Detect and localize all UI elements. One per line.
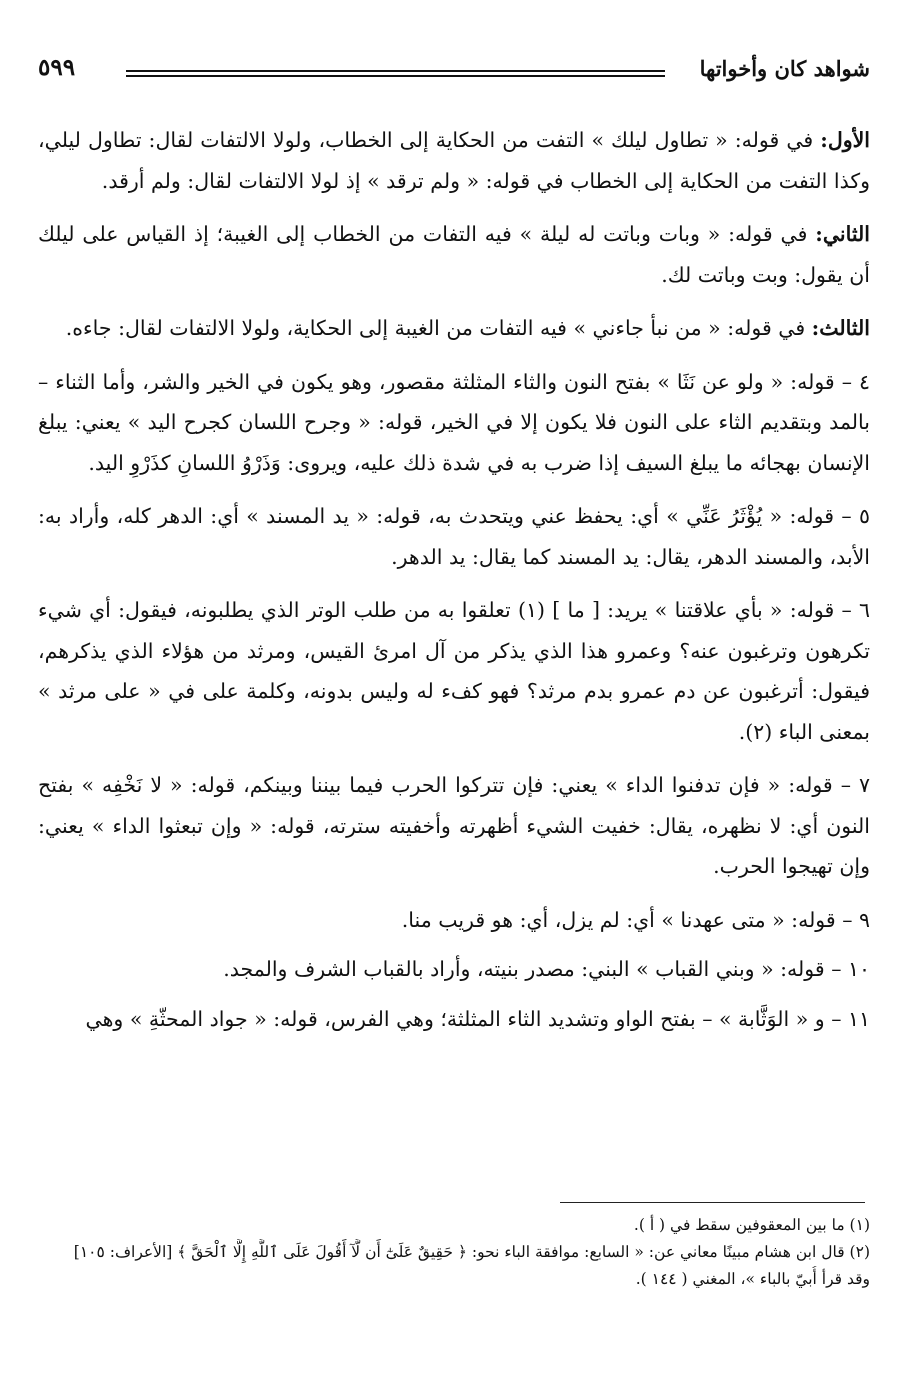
commentary-paragraph-9 [38, 949, 870, 990]
commentary-paragraph-6 [38, 590, 870, 752]
footnote-2-continued: وقد قرأ أُبيّ بالباء »، المغني ( ١٤٤ ). [635, 1270, 870, 1288]
paragraph-text: ٥ – قوله: « يُؤْثَرُ عَنِّي » أي: يحفظ عني ويتحدث به، قوله: « يد المسند » أي: الدهر كله، وأراد به: الأبد، والمسند الدهر، يقال: يد المسند كما يقال: يد الدهر. [38, 504, 870, 569]
paragraph-text: في قوله: « تطاول ليلك » التفت من الحكاية إلى الخطاب، ولولا الالتفات لقال: تطاول ليلي، وكذا التفت من الحكاية إلى الخطاب في قوله: « ولم ترقد » إذ لولا الالتفات لقال: ولم أرقد. [38, 128, 870, 193]
paragraph-label: الأول: [820, 128, 870, 152]
commentary-paragraph-1 [38, 120, 870, 201]
paragraph-text: في قوله: « وبات وباتت له ليلة » فيه التفات من الخطاب إلى الغيبة؛ إذ القياس على ليلك أن يقول: وبت وباتت لك. [38, 222, 870, 287]
header-double-rule [126, 70, 665, 78]
paragraph-text: ١١ – و « الوَثَّابة » – بفتح الواو وتشديد الثاء المثلثة؛ وهي الفرس، قوله: « جواد المحثّةِ » وهي [85, 1006, 870, 1031]
paragraph-text: في قوله: « من نبأ جاءني » فيه التفات من الغيبة إلى الحكاية، ولولا الالتفات لقال: جاءه. [65, 316, 812, 340]
commentary-paragraph-5 [38, 496, 870, 577]
footnote-2: (٢) قال ابن هشام مبينًا معاني عن: « السابع: موافقة الباء نحو: ﴿ حَقِيقٌ عَلَىٰٓ أَن لَّآ أَقُولَ عَلَى ٱللَّهِ إِلَّا ٱلْحَقَّ ﴾ [الأعراف: ١٠٥] [73, 1243, 870, 1261]
commentary-paragraph-8 [38, 900, 870, 941]
commentary-paragraph-4 [38, 362, 870, 484]
paragraph-text: ٦ – قوله: « بأي علاقتنا » يريد: [ ما ] (١) تعلقوا به من طلب الوتر الذي يطلبونه، فيقول: أي شيء تكرهون وترغبون عنه؟ وعمرو هذا الذي يذكر من آل امرئ القيس، ومرثد من هؤلاء الذي يذكرهم، فيقول: أترغبون عن دم عمرو بدم مرثد؟ فهو كفء له وليس بدونه، وكلمة على في « على مرثد » بمعنى الباء (٢). [38, 598, 870, 744]
running-title: شواهد كان وأخواتها [699, 56, 870, 81]
commentary-paragraph-2 [38, 214, 870, 295]
running-header [38, 52, 870, 92]
paragraph-text: ١٠ – قوله: « وبني القباب » البني: مصدر بنيته، وأراد بالقباب الشرف والمجد. [223, 957, 870, 981]
paragraph-text: ٩ – قوله: « متى عهدنا » أي: لم يزل، أي: هو قريب منا. [401, 907, 870, 932]
commentary-paragraph-3 [38, 308, 870, 349]
paragraph-label: الثاني: [815, 222, 870, 246]
footnote-separator [560, 1202, 865, 1203]
main-text [38, 120, 870, 1048]
commentary-paragraph-10 [38, 999, 870, 1040]
header-rule-top [126, 70, 665, 72]
commentary-paragraph-7 [38, 765, 870, 887]
paragraph-text: ٧ – قوله: « فإن تدفنوا الداء » يعني: فإن تتركوا الحرب فيما بيننا وبينكم، قوله: « لا نَخْفِه » بفتح النون أي: لا نظهره، يقال: خفيت الشيء أظهرته وأخفيته سترته، قوله: « وإن تبعثوا الداء » يعني: وإن تهيجوا الحرب. [38, 773, 870, 878]
paragraph-label: الثالث: [811, 316, 870, 340]
header-rule-bottom [126, 75, 665, 77]
footnote-1: (١) ما بين المعقوفين سقط في ( أ ). [633, 1216, 870, 1234]
footnotes [38, 1212, 870, 1293]
paragraph-text: ٤ – قوله: « ولو عن نَثَا » بفتح النون والثاء المثلثة مقصور، وهو يكون في الخير والشر، وأما الثناء – بالمد وبتقديم الثاء على النون فلا يكون إلا في الخير، قوله: « وجرح اللسان كجرح اليد » يعني: يبلغ الإنسان بهجائه ما يبلغ السيف إذا ضرب به في شدة ذلك عليه، ويروى: وَذَرْوُ اللسانِ كذَرْوِ اليد. [38, 369, 870, 475]
page-number: ٥٩٩ [38, 54, 76, 81]
